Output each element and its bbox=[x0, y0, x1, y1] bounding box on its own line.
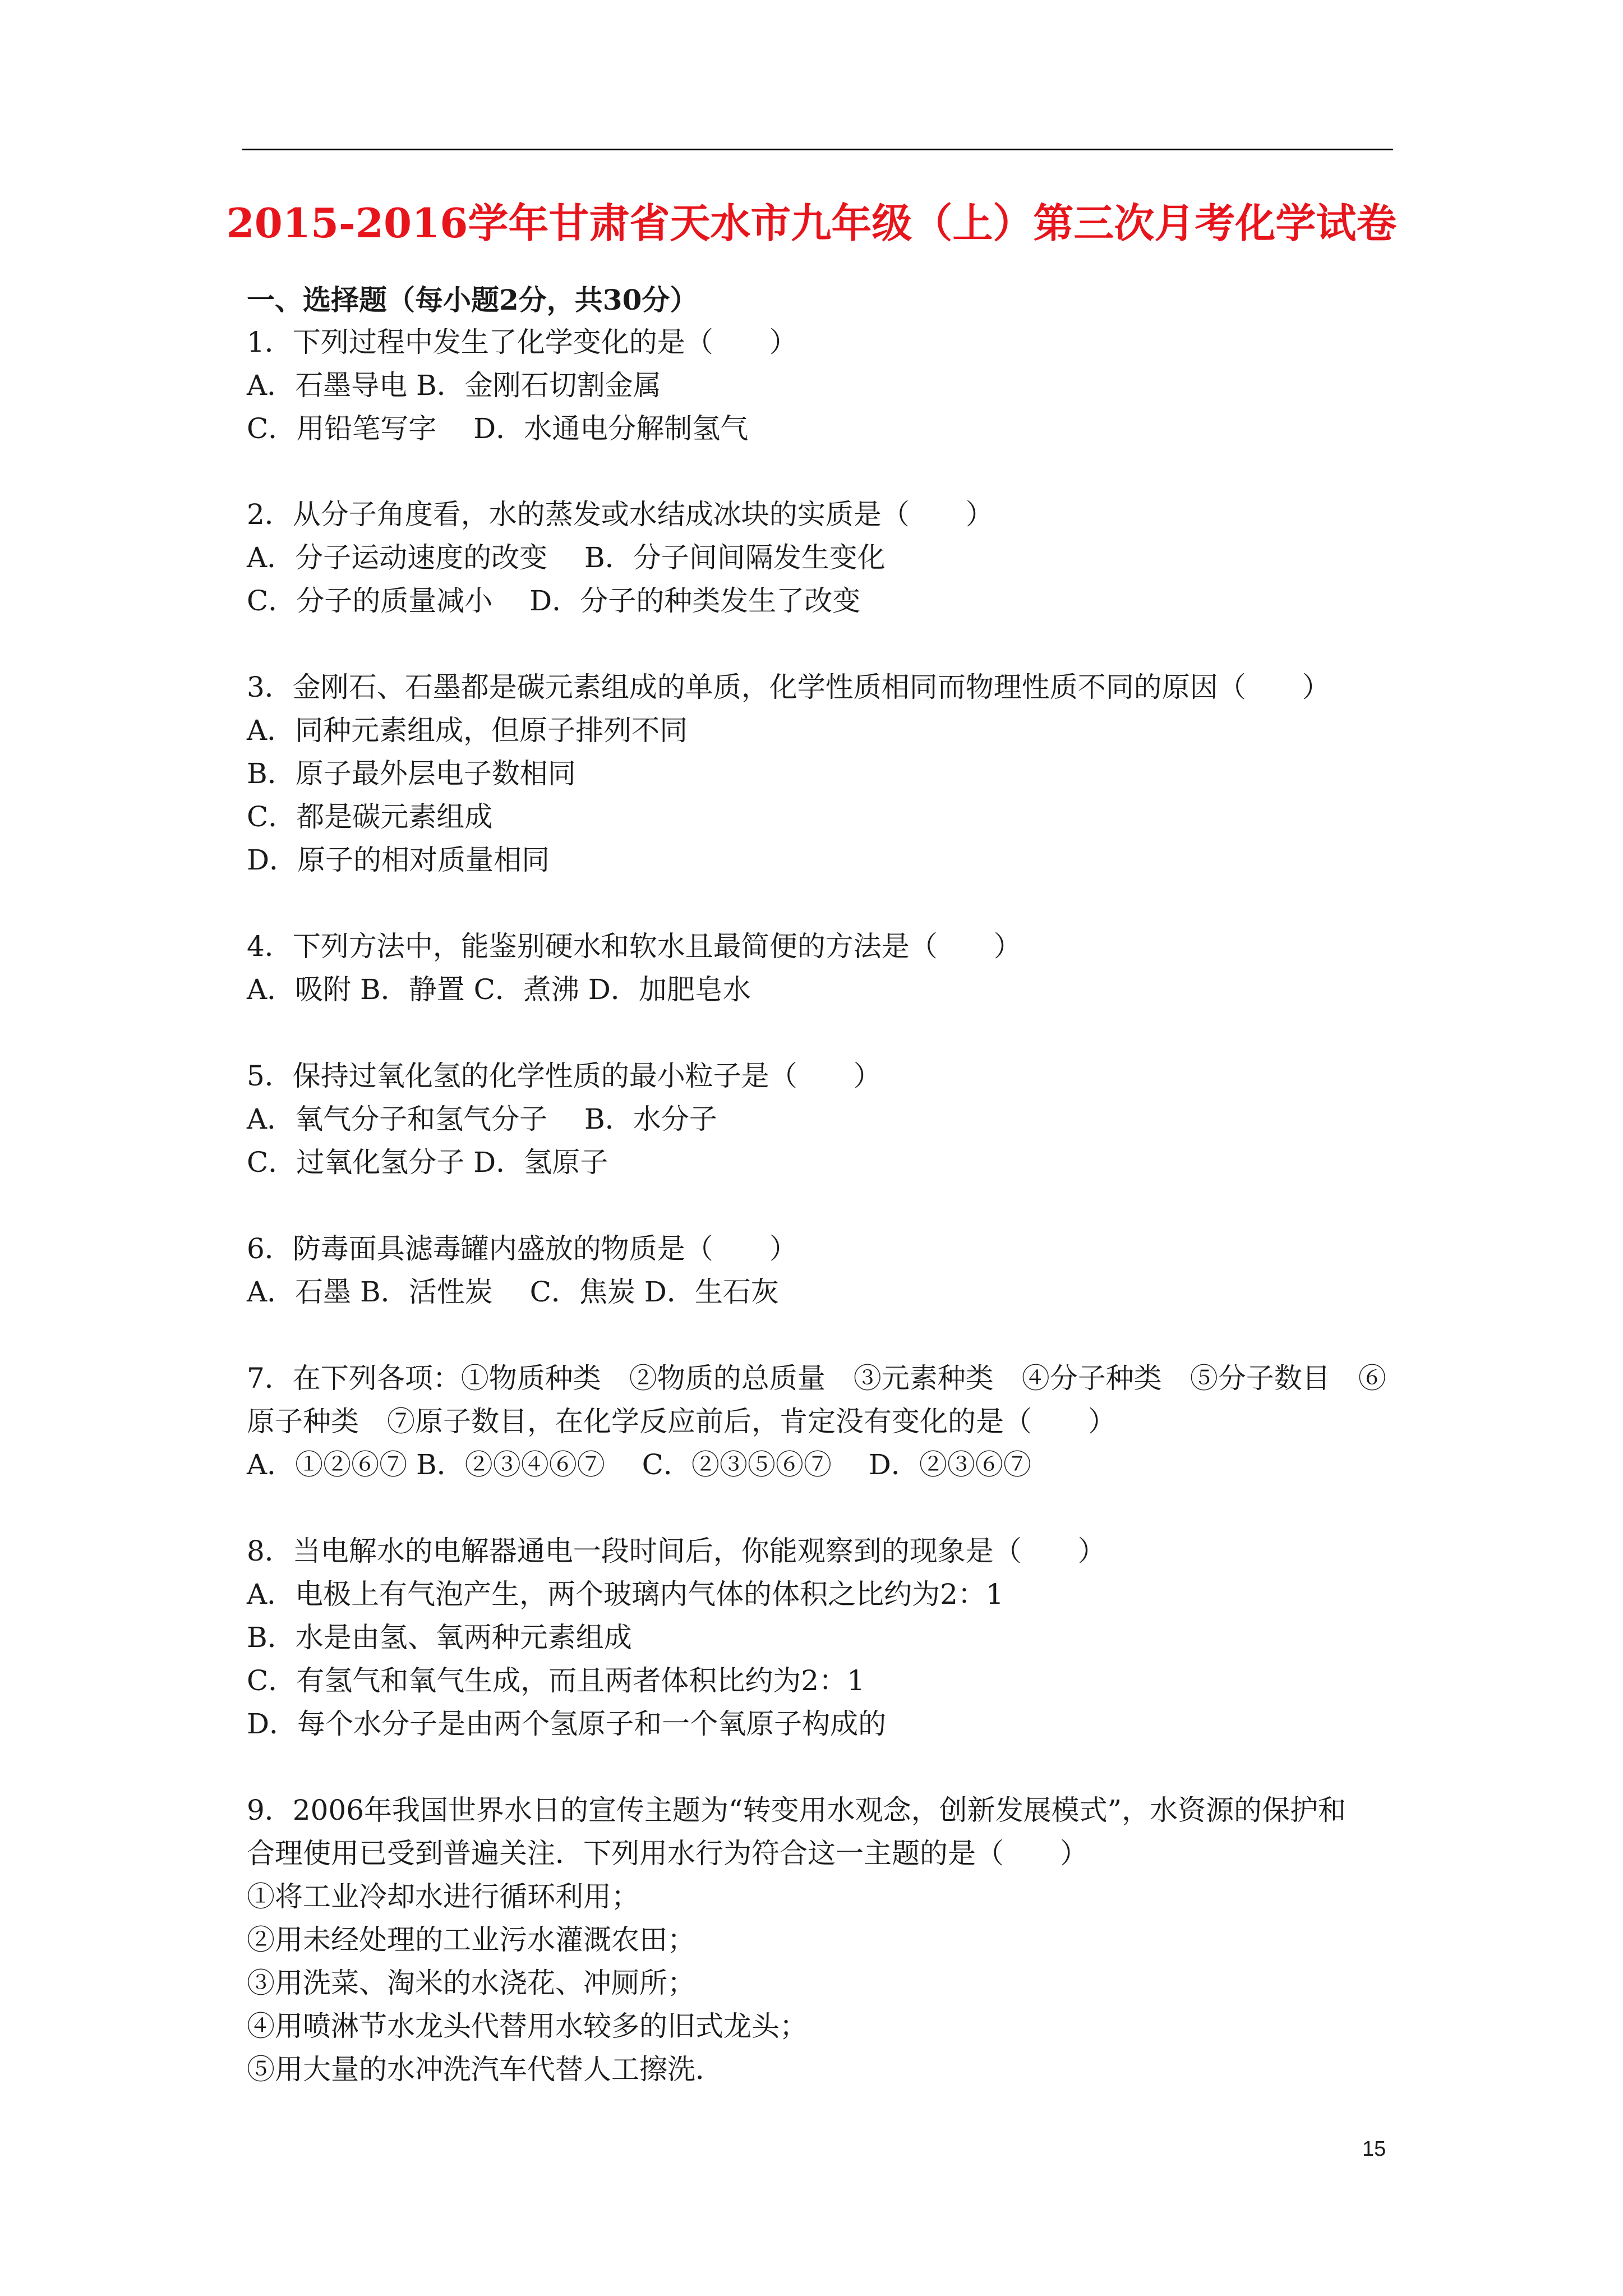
question-7-stem-line-2: 原子种类 ⑦原子数目，在化学反应前后，肯定没有变化的是（ ） bbox=[247, 1405, 1116, 1438]
question-3-option-b: B．原子最外层电子数相同 bbox=[247, 757, 576, 790]
header-rule bbox=[242, 149, 1393, 150]
question-2-options-cd: C．分子的质量减小 D．分子的种类发生了改变 bbox=[247, 585, 861, 617]
question-9-item-2: ②用未经处理的工业污水灌溉农田； bbox=[247, 1924, 695, 1956]
question-3-option-a: A．同种元素组成，但原子排列不同 bbox=[247, 714, 688, 747]
question-8-option-b: B．水是由氢、氧两种元素组成 bbox=[247, 1621, 632, 1654]
question-8-option-d: D．每个水分子是由两个氢原子和一个氧原子构成的 bbox=[247, 1708, 887, 1740]
question-2-options-ab: A．分子运动速度的改变 B．分子间间隔发生变化 bbox=[247, 541, 886, 574]
section-heading: 一、选择题（每小题2分，共30分） bbox=[247, 283, 698, 316]
question-8-option-c: C．有氢气和氧气生成，而且两者体积比约为2：1 bbox=[247, 1664, 865, 1697]
question-3-stem: 3．金刚石、石墨都是碳元素组成的单质，化学性质相同而物理性质不同的原因（ ） bbox=[247, 671, 1330, 703]
question-8-stem: 8．当电解水的电解器通电一段时间后，你能观察到的现象是（ ） bbox=[247, 1535, 1106, 1567]
page-number: 15 bbox=[1362, 2137, 1386, 2161]
question-6-stem: 6．防毒面具滤毒罐内盛放的物质是（ ） bbox=[247, 1232, 797, 1265]
question-3-option-c: C．都是碳元素组成 bbox=[247, 800, 493, 833]
question-1-options-cd: C．用铅笔写字 D．水通电分解制氢气 bbox=[247, 412, 749, 445]
question-4-options: A．吸附 B．静置 C．煮沸 D．加肥皂水 bbox=[247, 973, 751, 1006]
question-2-stem: 2．从分子角度看，水的蒸发或水结成冰块的实质是（ ） bbox=[247, 498, 994, 531]
question-7-stem-line-1: 7．在下列各项：①物质种类 ②物质的总质量 ③元素种类 ④分子种类 ⑤分子数目 ⑥ bbox=[247, 1362, 1386, 1395]
question-8-option-a: A．电极上有气泡产生，两个玻璃内气体的体积之比约为2：1 bbox=[247, 1578, 1004, 1611]
question-9-item-4: ④用喷淋节水龙头代替用水较多的旧式龙头； bbox=[247, 2010, 808, 2042]
question-4-stem: 4．下列方法中，能鉴别硬水和软水且最简便的方法是（ ） bbox=[247, 930, 1022, 963]
page-title: 2015-2016学年甘肃省天水市九年级（上）第三次月考化学试卷 bbox=[226, 199, 1397, 247]
question-5-options-ab: A．氧气分子和氢气分子 B．水分子 bbox=[247, 1103, 717, 1135]
question-3-option-d: D．原子的相对质量相同 bbox=[247, 844, 550, 876]
question-7-options: A．①②⑥⑦ B．②③④⑥⑦ C．②③⑤⑥⑦ D．②③⑥⑦ bbox=[247, 1448, 1031, 1481]
question-9-stem-line-1: 9．2006年我国世界水日的宣传主题为“转变用水观念，创新发展模式”，水资源的保护和 bbox=[247, 1794, 1347, 1826]
question-5-stem: 5．保持过氧化氢的化学性质的最小粒子是（ ） bbox=[247, 1060, 882, 1092]
question-5-options-cd: C．过氧化氢分子 D．氢原子 bbox=[247, 1146, 608, 1179]
question-1-options-ab: A．石墨导电 B．金刚石切割金属 bbox=[247, 369, 661, 402]
question-6-options: A．石墨 B．活性炭 C．焦炭 D．生石灰 bbox=[247, 1276, 779, 1308]
question-9-item-3: ③用洗菜、淘米的水浇花、冲厕所； bbox=[247, 1967, 695, 1999]
question-1-stem: 1．下列过程中发生了化学变化的是（ ） bbox=[247, 326, 797, 358]
question-9-stem-line-2: 合理使用已受到普遍关注．下列用水行为符合这一主题的是（ ） bbox=[247, 1837, 1088, 1870]
question-9-item-1: ①将工业冷却水进行循环利用； bbox=[247, 1880, 639, 1913]
question-9-item-5: ⑤用大量的水冲洗汽车代替人工擦洗． bbox=[247, 2053, 723, 2086]
